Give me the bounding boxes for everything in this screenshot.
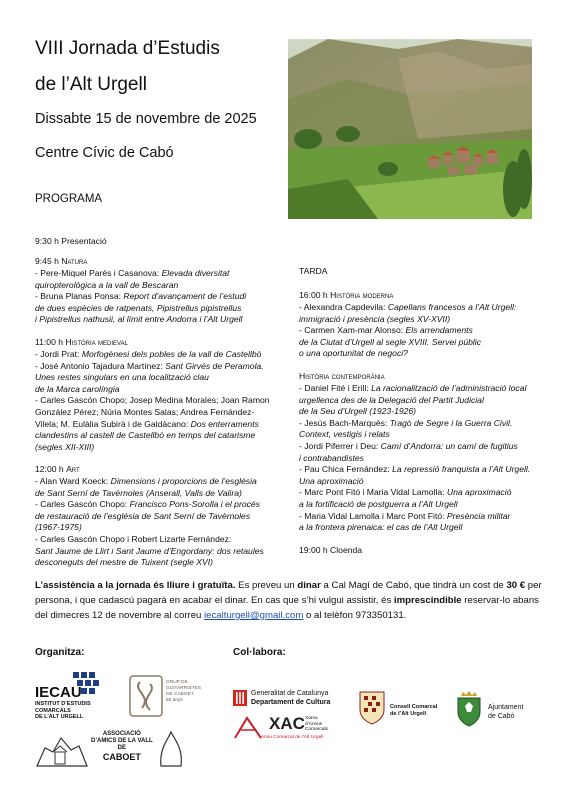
talk-line: - Alexandra Capdevila: Capellans francesos a l’Alt Urgell: bbox=[299, 302, 517, 312]
talk-line: - José Antonio Tajadura Martínez: Sant Girvés de Peramola. bbox=[35, 360, 264, 371]
talk-line: - Jordi Piferrer i Deu: Camí d’Andorra: un camí de fugitius bbox=[299, 440, 518, 451]
talk-line: - Pere-Miquel Parés i Casanova: Elevada diversitat bbox=[35, 268, 230, 278]
talk-line: Sant Jaume de Llirt i Sant Jaume d’Engordany: dos retaules bbox=[35, 545, 264, 556]
talk-line: clandestins al castell de Castellbò en temps del catarisme bbox=[35, 430, 256, 441]
associacio-caboet-logo: ASSOCIACIÓ D’AMICS DE LA VALL DE CABOET bbox=[35, 728, 185, 770]
section-contemporania-label: Història contemporània bbox=[299, 371, 385, 381]
talk-line: Unes restes singulars en una localització clau bbox=[35, 372, 209, 383]
ajuntament-cabo-logo: Ajuntament de Cabó bbox=[455, 690, 545, 730]
talk-line: - Carles Gascón Chopo: Francisco Pons-Sorolla i el procés bbox=[35, 499, 260, 510]
event-venue: Centre Cívic de Cabó bbox=[35, 145, 174, 161]
opening-session: 9:30 h Presentació bbox=[35, 236, 107, 246]
section-moderna-time: 16:00 h bbox=[299, 290, 328, 300]
contemporania-talks bbox=[299, 383, 530, 534]
grup-guitarristes-logo: GRUP DE GUITARRISTES DE CABOET 50 anys bbox=[128, 674, 208, 722]
event-date: Dissabte 15 de novembre de 2025 bbox=[35, 111, 257, 127]
email-link[interactable]: iecalturgell@gmail.com bbox=[204, 610, 304, 621]
talk-line: urgellenca des de la Delegació del Partit Judicial bbox=[299, 394, 484, 405]
talk-line: - Jesús Bach-Marquès: Tragò de Segre i la Guerra Civil. bbox=[299, 417, 513, 428]
section-art-heading bbox=[35, 464, 80, 476]
talk-line: Vilela; M. Eulàlia Subirà i de Galdàcano: Dos enterraments bbox=[35, 418, 259, 429]
section-art-time: 12:00 h bbox=[35, 464, 64, 474]
talk-line: i Pipistrellus nathusii, al límit entre Andorra i l’Alt Urgell bbox=[35, 314, 243, 325]
section-moderna-label: Història moderna bbox=[330, 290, 394, 300]
talk-line: - Bruna Planas Ponsa: Report d’avançament de l’estudi bbox=[35, 291, 247, 302]
art-talks bbox=[35, 476, 264, 569]
talk-line: de la Ciutat d’Urgell al segle XVIII. Servei públic bbox=[299, 336, 481, 347]
talk-line: - Alan Ward Koeck: Dimensions i proporcions de l’església bbox=[35, 476, 257, 486]
xac-logo: XAC Xarxa d’Arxius Comarcals Arxiu Comarcal de l’Alt Urgell bbox=[233, 714, 345, 744]
section-natura-heading bbox=[35, 256, 87, 268]
generalitat-logo: Generalitat de Catalunya Departament de Cultura bbox=[233, 688, 343, 710]
talk-line: o una oportunitat de negoci? bbox=[299, 348, 408, 359]
medieval-talks bbox=[35, 349, 270, 453]
natura-talks bbox=[35, 268, 246, 326]
talk-line: immigració i presència (segles XV-XVII) bbox=[299, 313, 451, 324]
talk-line: quiropterològica a la vall de Bescaran bbox=[35, 279, 179, 290]
section-medieval-heading bbox=[35, 337, 128, 349]
talk-line: - Carles Gascón Chopo; Josep Medina Morales; Joan Ramon bbox=[35, 395, 270, 406]
talk-line: a la fortificació de postguerra a l’Alt Urgell bbox=[299, 498, 458, 509]
talk-line: de la Marca carolíngia bbox=[35, 383, 120, 394]
organitza-label: Organitza: bbox=[35, 647, 85, 658]
talk-line: - Maria Vidal Lamolla i Marc Pont Fitó: Presència militar bbox=[299, 510, 511, 521]
title-line-2: de l’Alt Urgell bbox=[35, 74, 147, 95]
talk-line: de dues espècies de ratpenats, Pipistrellus pipistrellus bbox=[35, 302, 242, 313]
consell-comarcal-logo: Consell Comarcal de l’Alt Urgell bbox=[358, 690, 458, 730]
talk-line: - Marc Pont Fitó i Maria Vidal Lamolla: Una aproximació bbox=[299, 487, 512, 498]
tarda-label: TARDA bbox=[299, 266, 328, 276]
section-medieval-time: 11:00 h bbox=[35, 337, 64, 347]
village-landscape-photo bbox=[288, 39, 532, 219]
iecau-logo: IECAU INSTITUT D’ESTUDIS COMARCALS DE L’ALT URGELL bbox=[35, 672, 115, 724]
section-contemporania-heading bbox=[299, 371, 385, 383]
programa-label: PROGRAMA bbox=[35, 193, 103, 205]
talk-line: - Carles Gascón Chopo i Robert Lizarte Fernández: bbox=[35, 533, 232, 544]
talk-line: desconeguts del mestre de Tuixent (segle XVI) bbox=[35, 557, 214, 568]
talk-line: Context, vestigis i relats bbox=[299, 429, 390, 440]
talk-line: - Carmen Xam-mar Alonso: Els arrendaments bbox=[299, 325, 473, 336]
attendance-info: L’assistència a la jornada és lliure i gratuïta. Es preveu un dinar a Cal Magí de Cabó, que tindrà un cost de 30 € per persona, i que cadascú pagarà en acabar el dinar. En cas que s’hi vulgui assistir, és imprescindible reservar-lo abans del dimecres 12 de novembre al correu iecalturgell@gmail.com o al telèfon 973350131. bbox=[35, 580, 542, 621]
section-art-label: Art bbox=[66, 464, 80, 474]
closing-session: 19:00 h Cloenda bbox=[299, 545, 363, 555]
talk-line: i contrabandistes bbox=[299, 452, 364, 463]
talk-line: - Pau Chica Fernández: La repressió franquista a l’Alt Urgell. bbox=[299, 464, 531, 475]
talk-line: (segles XII-XIII) bbox=[35, 441, 95, 452]
title-line-1: VIII Jornada d’Estudis bbox=[35, 38, 220, 59]
talk-line: Una aproximació bbox=[299, 475, 364, 486]
talk-line: - Jordi Prat: Morfogènesi dels pobles de la vall de Castellbò bbox=[35, 349, 262, 359]
section-natura-label: Natura bbox=[61, 256, 88, 266]
talk-line: de Sant Serní de Tavèrnoles (Anserall, Valls de Valira) bbox=[35, 487, 242, 498]
talk-line: de la Seu d’Urgell (1923-1926) bbox=[299, 406, 417, 417]
talk-line: González Pérez; Núria Montes Salas; Andrea Fernández- bbox=[35, 406, 255, 417]
talk-line: - Daniel Fité i Erill: La racionalització de l’administració local bbox=[299, 383, 527, 393]
moderna-talks bbox=[299, 302, 516, 360]
colabora-label: Col·labora: bbox=[233, 647, 286, 658]
section-moderna-heading bbox=[299, 290, 393, 302]
section-medieval-label: Història medieval bbox=[65, 337, 128, 347]
section-natura-time: 9:45 h bbox=[35, 256, 59, 266]
talk-line: a la frontera pirenaica: el cas de l’Alt Urgell bbox=[299, 522, 463, 533]
talk-line: de restauració de l’església de Sant Serní de Tavèrnoles bbox=[35, 510, 251, 521]
talk-line: (1967-1975) bbox=[35, 522, 82, 533]
